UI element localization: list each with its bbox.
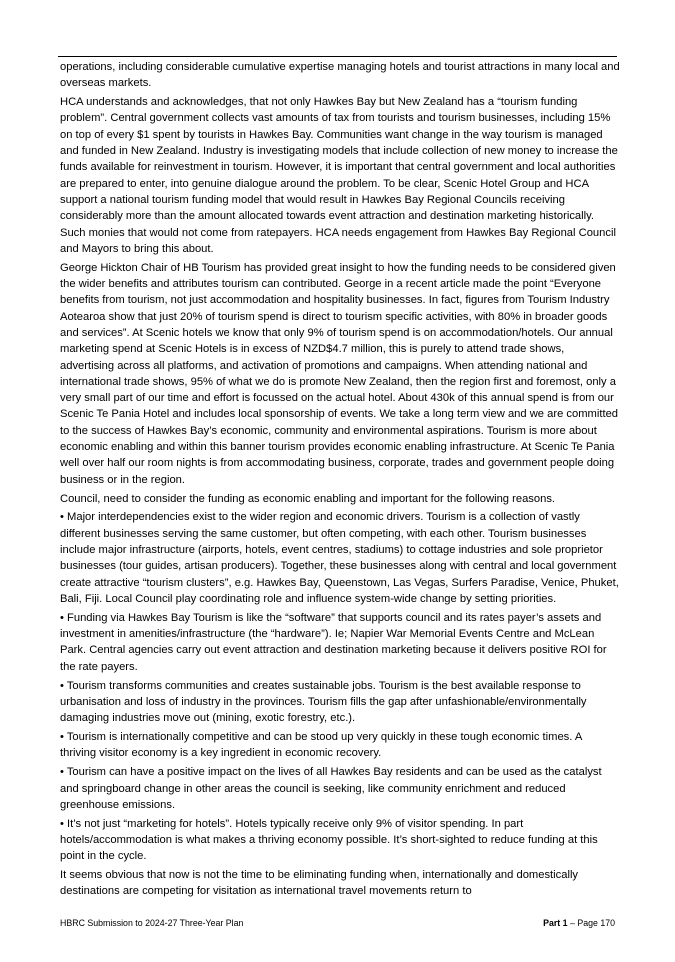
paragraph-5: It seems obvious that now is not the time to be eliminating funding when, internationally and domestically destinations are competing for visitation as international travel movements return to xyxy=(60,869,579,898)
bullet-6: • It’s not just “marketing for hotels”. Hotels typically receive only 9% of visitor spending. In part hotels/accommodation is what makes a thriving economy possible. It’s short-sighted to reduce funding at this point in the cycle. xyxy=(60,817,598,863)
footer-part-label: Part 1 xyxy=(543,918,568,928)
footer-page-label: – Page 170 xyxy=(567,918,615,928)
bullet-2: • Funding via Hawkes Bay Tourism is like the “software” that supports council and its rates payer’s assets and investment in amenities/infrastructure (the “hardware”). Ie; Napier War Memorial Events Centre and McLean Park. Central agencies carry out event attraction and destination marketing because it delivers positive ROI for the rate payers. xyxy=(60,611,607,673)
paragraph-1: operations, including considerable cumulative expertise managing hotels and tourist attractions in many local and overseas markets. xyxy=(60,61,620,90)
paragraph-4: Council, need to consider the funding as economic enabling and important for the following reasons. xyxy=(60,492,556,505)
bullet-1: • Major interdependencies exist to the wider region and economic drivers. Tourism is a collection of vastly different businesses serving the same customer, but often competing, with each other. Tourism businesses include major infrastructure (airports, hotels, event centres, stadiums) to cottage industries and sole proprietor businesses (tour guides, artisan producers). Together, these businesses along with central and local government create attractive “tourism clusters”, e.g. Hawkes Bay, Queenstown, Las Vegas, Surfers Paradise, Venice, Phuket, Bali, Fiji. Local Council play coordinating role and influence system-wide change by setting priorities. xyxy=(60,511,619,605)
bullet-3: • Tourism transforms communities and creates sustainable jobs. Tourism is the best available response to urbanisation and loss of industry in the provinces. Tourism fills the gap after unfashionable/environmentally damaging industries move out (mining, exotic forestry, etc.). xyxy=(60,679,587,725)
top-rule xyxy=(58,56,617,57)
footer-page-number xyxy=(543,918,615,928)
bullet-4: • Tourism is internationally competitive and can be stood up very quickly in these tough economic times. A thriving visitor economy is a key ingredient in economic recovery. xyxy=(60,731,582,760)
paragraph-2: HCA understands and acknowledges, that not only Hawkes Bay but New Zealand has a “tourism funding problem”. Central government collects vast amounts of tax from tourists and tourism businesses, including 15% on top of every $1 spent by tourists in Hawkes Bay. Communities want change in the way tourism is managed and funded in New Zealand. Industry is investigating models that include collection of new money to increase the funds available for reinvestment in tourism. However, it is important that central government and local authorities are prepared to enter, into genuine dialogue around the problem. To be clear, Scenic Hotel Group and HCA support a national tourism funding model that would result in Hawkes Bay Regional Councils receiving considerably more than the amount allocated towards event attraction and destination marketing historically. Such monies that would not come from ratepayers. HCA needs engagement from Hawkes Bay Regional Council and Mayors to bring this about. xyxy=(60,96,618,255)
paragraph-3: George Hickton Chair of HB Tourism has provided great insight to how the funding needs to be considered given the wider benefits and attributes tourism can contributed. George in a recent article made the point “Everyone benefits from tourism, not just accommodation and hospitality businesses. In fact, figures from Tourism Industry Aotearoa show that just 20% of tourism spend is direct to tourism specific activities, with 80% in broader goods and services”. At Scenic hotels we know that only 9% of tourism spend is on accommodation/hotels. Our annual marketing spend at Scenic Hotels is in excess of NZD$4.7 million, this is purely to attend trade shows, advertising across all platforms, and activation of promotions and campaigns. When attending national and international trade shows, 95% of what we do is promote New Zealand, then the region first and foremost, only a very small part of our time and effort is focussed on the actual hotel. About 430k of this annual spend is from our Scenic Te Pania Hotel and includes local sponsorship of events. We take a long term view and we are committed to the success of Hawkes Bay’s economic, community and environmental aspirations. Tourism is more about economic enabling and within this banner tourism provides economic enabling infrastructure. At Scenic Te Pania well over half our room nights is from accommodating business, corporate, trades and government people doing business or in the region. xyxy=(60,261,619,486)
footer-document-title: HBRC Submission to 2024-27 Three-Year Plan xyxy=(60,918,244,928)
page-footer xyxy=(60,918,615,928)
bullet-5: • Tourism can have a positive impact on the lives of all Hawkes Bay residents and can be used as the catalyst and springboard change in other areas the council is seeking, like community enrichment and reduced greenhouse emissions. xyxy=(60,766,602,811)
document-body xyxy=(60,59,620,902)
